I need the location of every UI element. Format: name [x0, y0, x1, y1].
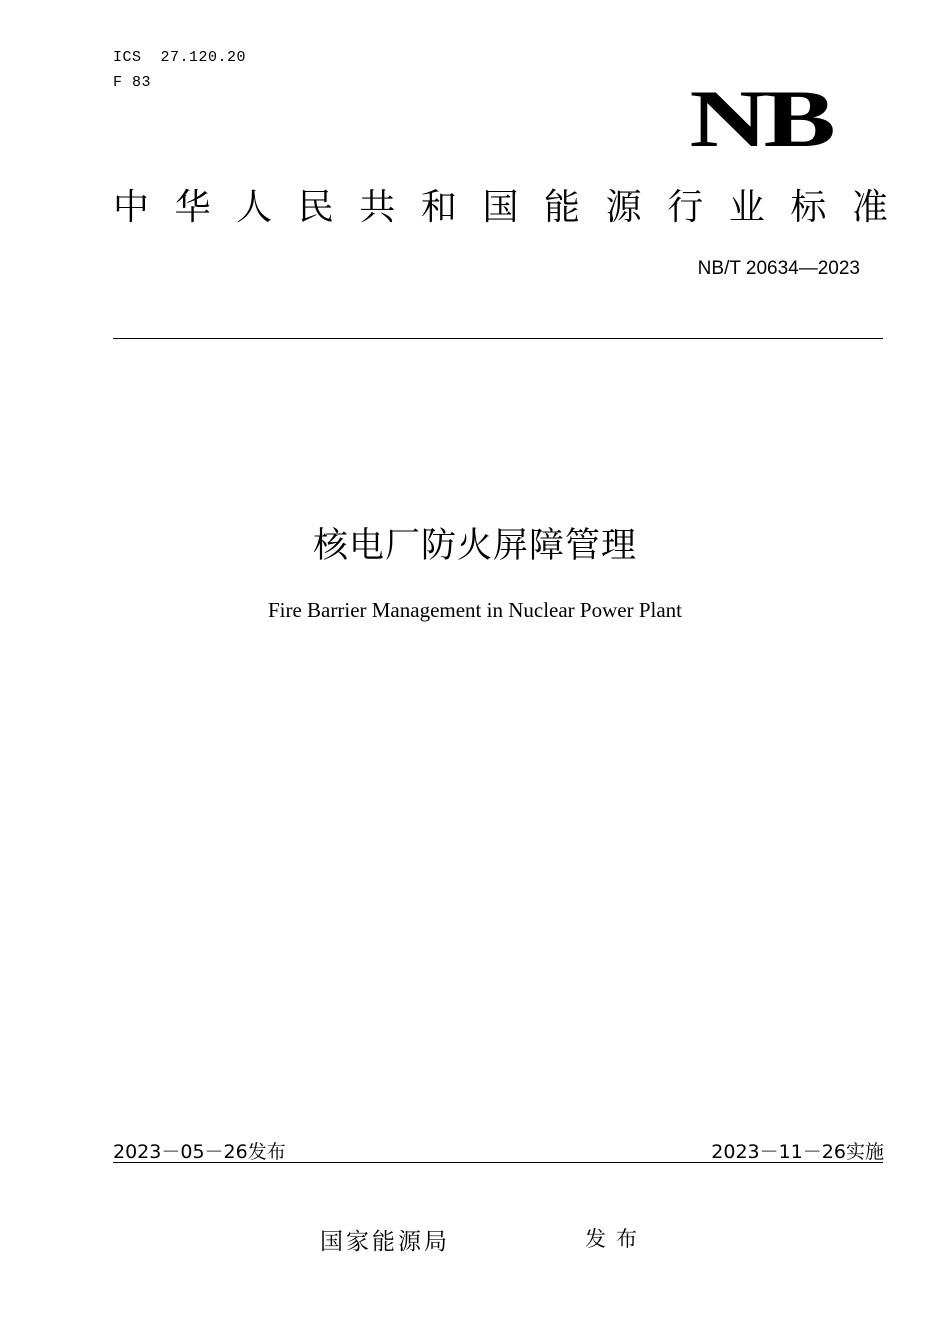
implementation-date: 2023－11－26实施 — [711, 1141, 884, 1163]
title-char: 民 — [297, 187, 334, 228]
standard-category-title — [113, 186, 888, 230]
title-char: 中 — [113, 187, 150, 228]
ics-code: ICS 27.120.20 — [113, 49, 247, 66]
title-char: 源 — [605, 187, 642, 228]
document-title-cn: 核电厂防火屏障管理 — [312, 526, 637, 566]
title-char: 准 — [851, 187, 888, 228]
standard-code: NB/T 20634—2023 — [697, 258, 860, 279]
title-char: 行 — [667, 187, 704, 228]
title-char: 业 — [728, 187, 765, 228]
footer-divider — [113, 1162, 883, 1163]
header-divider — [113, 338, 883, 339]
nb-logo: NB — [689, 73, 832, 164]
issuing-authority: 国家能源局 — [320, 1229, 450, 1255]
title-char: 标 — [790, 187, 827, 228]
title-char: 国 — [482, 187, 519, 228]
issue-date: 2023－05－26发布 — [113, 1141, 286, 1163]
title-char: 华 — [174, 187, 211, 228]
ccs-code: F 83 — [113, 74, 152, 91]
document-title-en: Fire Barrier Management in Nuclear Power Plant — [267, 598, 683, 622]
issue-label: 发布 — [585, 1227, 647, 1251]
title-char: 和 — [420, 187, 457, 228]
title-char: 能 — [544, 187, 581, 228]
title-char: 共 — [359, 187, 396, 228]
title-char: 人 — [236, 187, 273, 228]
